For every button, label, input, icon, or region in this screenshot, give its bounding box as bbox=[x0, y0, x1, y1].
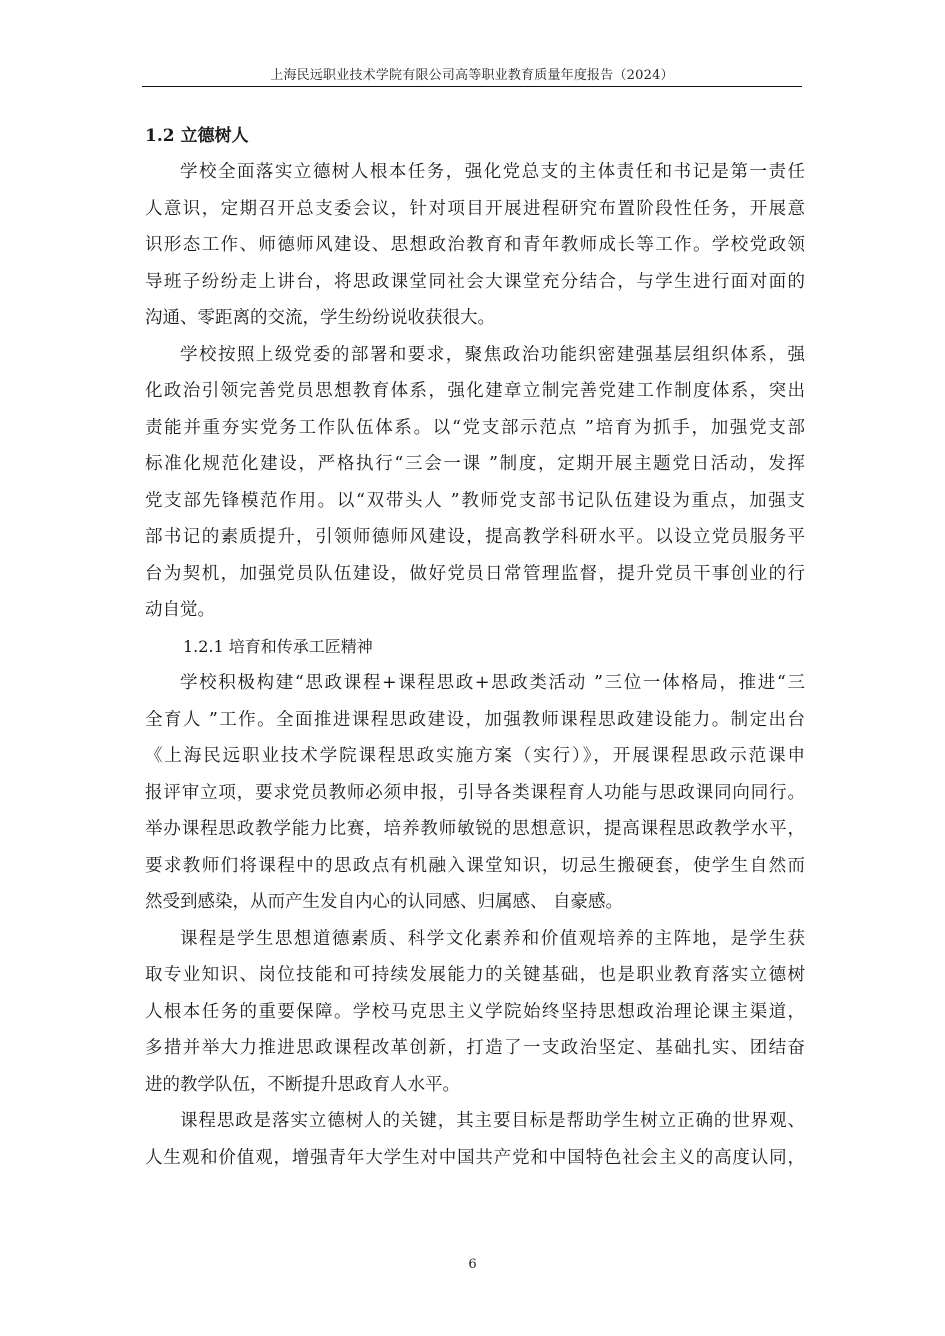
text-line: 人根本任务的重要保障。学校马克思主义学院始终坚持思想政治理论课主渠道， bbox=[145, 1001, 805, 1022]
paragraph bbox=[145, 665, 805, 921]
text-line: 部书记的素质提升，引领师德师风建设，提高教学科研水平。以设立党员服务平 bbox=[145, 527, 805, 547]
text-line: 人意识，定期召开总支委会议，针对项目开展进程研究布置阶段性任务，开展意 bbox=[145, 198, 805, 219]
running-header: 上海民远职业技术学院有限公司高等职业教育质量年度报告（2024） bbox=[270, 68, 674, 83]
text-line: 学校全面落实立德树人根本任务，强化党总支的主体责任和书记是第一责任 bbox=[180, 162, 805, 182]
text-line: 课程是学生思想道德素质、科学文化素养和价值观培养的主阵地，是学生获 bbox=[180, 928, 805, 949]
text-line: 举办课程思政教学能力比赛，培养教师敏锐的思想意识，提高课程思政教学水平， bbox=[145, 819, 805, 839]
text-line: 《上海民远职业技术学院课程思政实施方案（实行）》，开展课程思政示范课申 bbox=[145, 746, 805, 766]
text-line: 标准化规范化建设，严格执行“三会一课 ”制度，定期开展主题党日活动，发挥 bbox=[145, 454, 805, 474]
text-line: 化政治引领完善党员思想教育体系，强化建章立制完善党建工作制度体系，突出 bbox=[145, 381, 805, 401]
text-line: 党支部先锋模范作用。以“双带头人 ”教师党支部书记队伍建设为重点，加强支 bbox=[145, 490, 805, 511]
text-line: 取专业知识、岗位技能和可持续发展能力的关键基础，也是职业教育落实立德树 bbox=[145, 965, 805, 985]
text-line: 台为契机，加强党员队伍建设，做好党员日常管理监督，提升党员干事创业的行 bbox=[145, 563, 805, 584]
page-content bbox=[145, 118, 805, 1176]
text-line: 识形态工作、师德师风建设、思想政治教育和青年教师成长等工作。学校党政领 bbox=[145, 235, 805, 255]
paragraph bbox=[145, 1103, 805, 1176]
header-divider bbox=[142, 86, 802, 87]
text-line: 责能并重夯实党务工作队伍体系。以“党支部示范点 ”培育为抓手，加强党支部 bbox=[145, 417, 805, 438]
text-line: 学校按照上级党委的部署和要求，聚焦政治功能织密建强基层组织体系，强 bbox=[180, 344, 805, 365]
text-line: 报评审立项，要求党员教师必须申报，引导各类课程育人功能与思政课同向同行。 bbox=[145, 782, 805, 803]
text-line: 学校积极构建“思政课程+课程思政+思政类活动 ”三位一体格局，推进“三 bbox=[180, 673, 805, 693]
paragraph bbox=[145, 921, 805, 1104]
paragraph bbox=[145, 337, 805, 629]
text-line: 人生观和价值观，增强青年大学生对中国共产党和中国特色社会主义的高度认同， bbox=[145, 1147, 805, 1168]
page-number: 6 bbox=[468, 1257, 477, 1272]
section-heading: 1.2 立德树人 bbox=[145, 126, 249, 146]
text-line: 沟通、零距离的交流，学生纷纷说收获很大。 bbox=[145, 308, 495, 328]
text-line: 动自觉。 bbox=[145, 600, 215, 620]
subsection-heading: 1.2.1 培育和传承工匠精神 bbox=[183, 636, 373, 656]
text-line: 课程思政是落实立德树人的关键，其主要目标是帮助学生树立正确的世界观、 bbox=[180, 1111, 805, 1131]
paragraph bbox=[145, 154, 805, 337]
text-line: 多措并举大力推进思政课程改革创新，打造了一支政治坚定、基础扎实、团结奋 bbox=[145, 1038, 805, 1058]
text-line: 全育人 ”工作。全面推进课程思政建设，加强教师课程思政建设能力。制定出台 bbox=[145, 709, 805, 730]
text-line: 然受到感染，从而产生发自内心的认同感、归属感、 自豪感。 bbox=[145, 892, 624, 912]
text-line: 导班子纷纷走上讲台，将思政课堂同社会大课堂充分结合，与学生进行面对面的 bbox=[145, 271, 805, 292]
text-line: 进的教学队伍，不断提升思政育人水平。 bbox=[145, 1074, 460, 1095]
text-line: 要求教师们将课程中的思政点有机融入课堂知识，切忌生搬硬套，使学生自然而 bbox=[145, 855, 805, 876]
